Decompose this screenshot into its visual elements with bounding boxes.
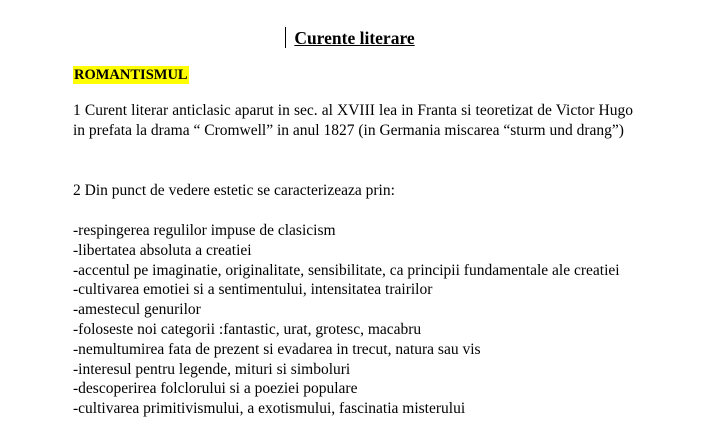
- list-item: -respingerea regulilor impuse de clasicism: [73, 222, 336, 239]
- section-heading-highlighted: ROMANTISMUL: [74, 67, 188, 83]
- document-title: Curente literare: [294, 28, 415, 48]
- list-item: -libertatea absoluta a creatiei: [73, 241, 252, 259]
- list-item: -nemultumirea fata de prezent si evadarea in trecut, natura sau vis: [73, 340, 481, 358]
- list-item: -accentul pe imaginatie, originalitate, sensibilitate, ca principii fundamentale ale creatiei: [73, 261, 620, 279]
- list-item: -descoperirea folclorului si a poeziei populare: [73, 380, 358, 398]
- characteristics-list: [73, 221, 643, 419]
- list-item: -cultivarea emotiei si a sentimentului, intensitatea trairilor: [73, 281, 433, 299]
- list-item: -amestecul genurilor: [73, 301, 201, 319]
- paragraph-2: 2 Din punct de vedere estetic se caracterizeaza prin:: [73, 182, 395, 199]
- list-item: -cultivarea primitivismului, a exotismului, fascinatia misterului: [73, 400, 466, 418]
- list-item: -foloseste noi categorii :fantastic, urat, grotesc, macabru: [73, 320, 422, 338]
- list-item: -interesul pentru legende, mituri si simboluri: [73, 360, 351, 378]
- paragraph-1: 1 Curent literar anticlasic aparut in sec. al XVIII lea in Franta si teoretizat de Victor Hugo in prefata la drama “ Cromwell” in anul 1827 (in Germania miscarea “sturm und drang”): [73, 102, 633, 139]
